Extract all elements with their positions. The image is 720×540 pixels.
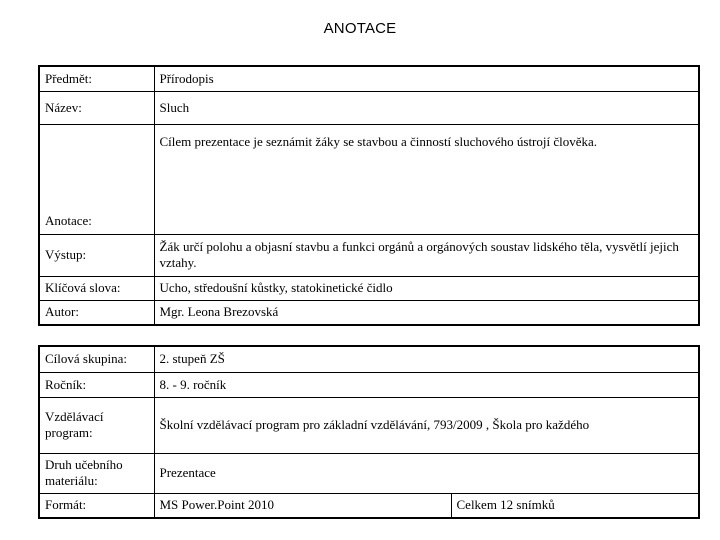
row-value: Prezentace xyxy=(154,453,699,493)
row-label: Cílová skupina: xyxy=(39,346,154,372)
table-row xyxy=(39,300,699,325)
row-label: Anotace: xyxy=(39,124,154,234)
row-label: Formát: xyxy=(39,493,154,518)
row-value: Školní vzdělávací program pro základní vzdělávání, 793/2009 , Škola pro každého xyxy=(154,397,699,453)
table-row xyxy=(39,397,699,453)
row-label: Výstup: xyxy=(39,234,154,276)
page-title: ANOTACE xyxy=(323,20,397,37)
table-row xyxy=(39,276,699,300)
row-value: Přírodopis xyxy=(154,66,699,91)
table-row xyxy=(39,493,699,518)
row-label: Předmět: xyxy=(39,66,154,91)
row-value: Mgr. Leona Brezovská xyxy=(154,300,699,325)
row-value: Sluch xyxy=(154,91,699,124)
table-row xyxy=(39,91,699,124)
row-value: Žák určí polohu a objasní stavbu a funkci orgánů a orgánových soustav lidského těla, vysvětlí jejich vztahy. xyxy=(154,234,699,276)
slide-count: Celkem 12 snímků xyxy=(451,493,699,518)
row-label: Druh učebního materiálu: xyxy=(39,453,154,493)
table-row xyxy=(39,66,699,91)
row-value: Ucho, středoušní kůstky, statokinetické čidlo xyxy=(154,276,699,300)
row-value: Cílem prezentace je seznámit žáky se stavbou a činností sluchového ústrojí člověka. xyxy=(154,124,699,234)
row-label: Autor: xyxy=(39,300,154,325)
row-label: Název: xyxy=(39,91,154,124)
table-row xyxy=(39,372,699,397)
table-row xyxy=(39,234,699,276)
table-row xyxy=(39,453,699,493)
annotation-table xyxy=(38,65,700,326)
table-row xyxy=(39,124,699,234)
row-value: 2. stupeň ZŠ xyxy=(154,346,699,372)
row-label: Ročník: xyxy=(39,372,154,397)
row-value: MS Power.Point 2010 xyxy=(154,493,451,518)
table-row xyxy=(39,346,699,372)
row-label: Vzdělávací program: xyxy=(39,397,154,453)
row-value: 8. - 9. ročník xyxy=(154,372,699,397)
row-label: Klíčová slova: xyxy=(39,276,154,300)
details-table xyxy=(38,345,700,519)
